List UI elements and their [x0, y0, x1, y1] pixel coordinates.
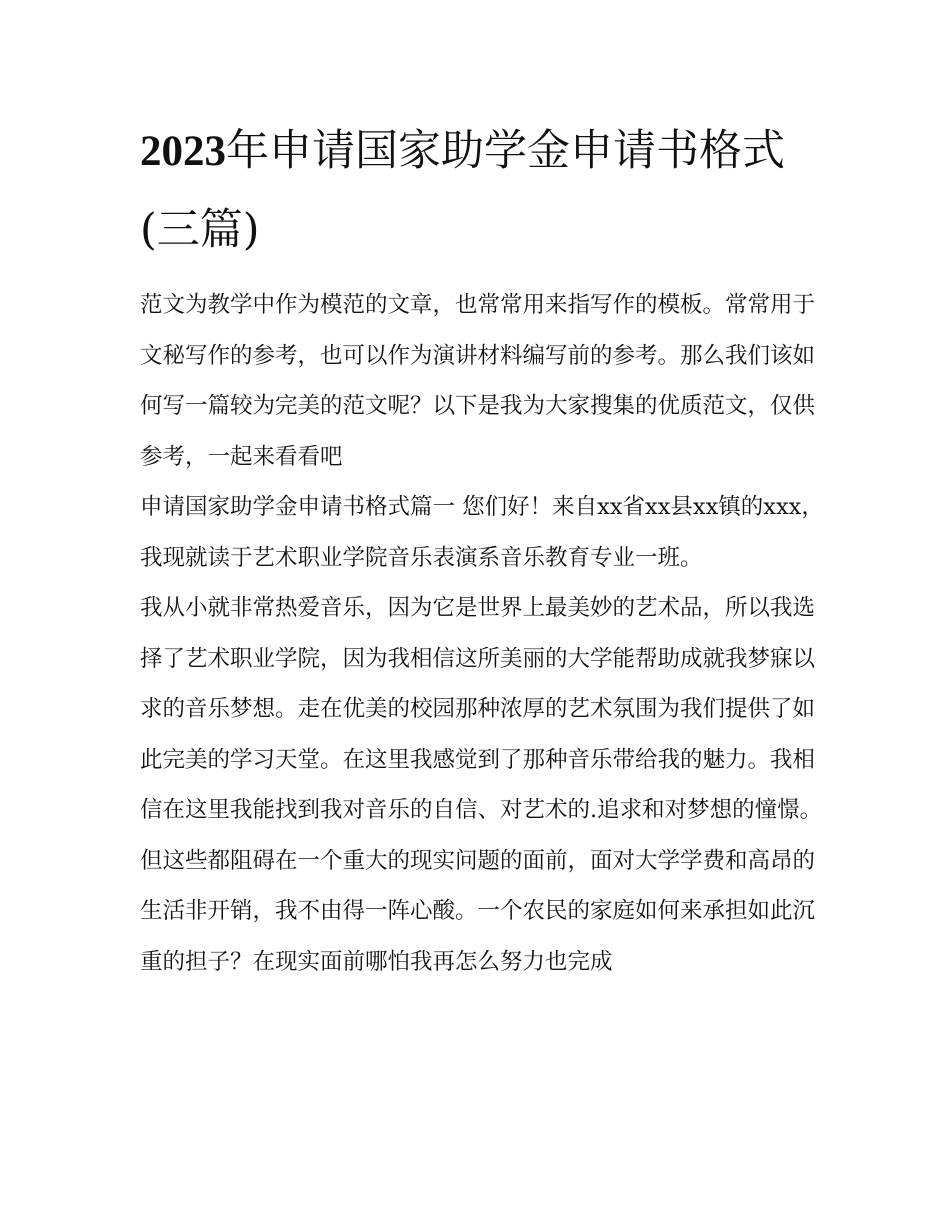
document-body: [140, 280, 830, 987]
paragraph-difficulty: 但这些都阻碍在一个重大的现实问题的面前，面对大学学费和高昂的生活非开销，我不由得一阵心酸。一个农民的家庭如何来承担如此沉重的担子？在现实面前哪怕我再怎么努力也完成: [140, 847, 816, 975]
paragraph-music: 我从小就非常热爱音乐，因为它是世界上最美妙的艺术品，所以我选择了艺术职业学院，因为我相信这所美丽的大学能帮助成就我梦寐以求的音乐梦想。走在优美的校园那种浓厚的艺术氛围为我们提供了如此完美的学习天堂。在这里我感觉到了那种音乐带给我的魅力。我相信在这里我能找到我对音乐的自信、对艺术的.追求和对梦想的憧憬。: [140, 595, 823, 823]
title-year: 2023: [140, 128, 226, 175]
document-title: [140, 112, 830, 269]
paragraph-greeting: 申请国家助学金申请书格式篇一 您们好！来自xx省xx县xx镇的xxx，我现就读于艺术职业学院音乐表演系音乐教育专业一班。: [140, 494, 824, 571]
paragraph-intro: 范文为教学中作为模范的文章，也常常用来指写作的模板。常常用于文秘写作的参考，也可以作为演讲材料编写前的参考。那么我们该如何写一篇较为完美的范文呢？以下是我为大家搜集的优质范文，仅供参考，一起来看看吧: [140, 292, 816, 470]
title-text: 年申请国家助学金申请书格式(三篇): [140, 126, 785, 255]
